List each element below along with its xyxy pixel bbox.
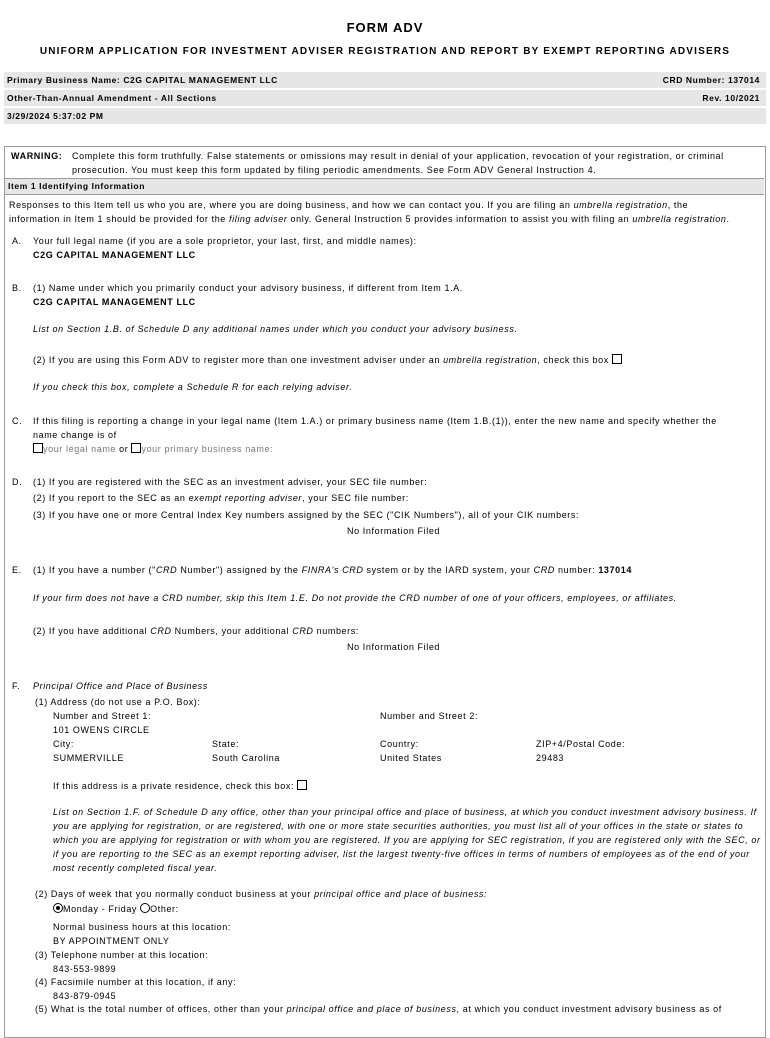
item-1-intro-line-1: Responses to this Item tell us who you are, where you are doing business, and how we can contact you. If you are filing an umbrella registration, the [9,200,689,210]
other-days-label: Other: [150,904,179,914]
state-label: State: [212,739,240,749]
city-label: City: [53,739,74,749]
business-name-change-label: your primary business name: [141,444,274,454]
legal-name-change-checkbox[interactable] [33,443,43,453]
item-1-heading: Item 1 Identifying Information [5,178,764,195]
section-f-q2: (2) Days of week that you normally conduct business at your principal office and place of business: [35,889,488,899]
section-d-q3: (3) If you have one or more Central Index Key numbers assigned by the SEC ("CIK Numbers"), all of your CIK numbers: [33,510,580,520]
section-b-q2: (2) If you are using this Form ADV to register more than one investment adviser under an umbrella registration, check this box [33,354,622,365]
primary-business-name: Primary Business Name: C2G CAPITAL MANAGEMENT LLC [7,75,278,85]
section-f-note-line-5: most recently completed fiscal year. [53,863,218,873]
street1-value: 101 OWENS CIRCLE [53,725,150,735]
warning-label: WARNING: [11,151,63,161]
section-f-note-line-4: if you are reporting to the SEC as an exempt reporting adviser, list the largest twenty-five offices in terms of numbers of employees as of the end of your [53,849,750,859]
section-f-note-line-2: you are applying for registration, or are registered, with one or more state securities authorities, you must list all of your offices in the state or states to [53,821,744,831]
hours-label: Normal business hours at this location: [53,922,231,932]
warning-line-2: prosecution. You must keep this form updated by filing periodic amendments. See Form ADV General Instruction 4. [72,165,597,175]
section-e-note: If your firm does not have a CRD number, skip this Item 1.E. Do not provide the CRD number of one of your officers, employees, or affiliates. [33,593,677,603]
private-residence-checkbox[interactable] [297,780,307,790]
section-f-q5: (5) What is the total number of offices, other than your principal office and place of business, at which you conduct investment advisory business as of [35,1004,722,1014]
other-days-radio[interactable] [140,903,150,913]
section-f-heading: Principal Office and Place of Business [33,681,208,691]
section-d-q1: (1) If you are registered with the SEC as an investment adviser, your SEC file number: [33,477,428,487]
name-change-options: your legal name or your primary business name: [33,443,273,454]
section-a-question: Your full legal name (if you are a sole proprietor, your last, first, and middle names): [33,236,417,246]
additional-crd-no-info: No Information Filed [347,642,441,652]
business-days-options [53,903,179,914]
street1-label: Number and Street 1: [53,711,152,721]
section-b-note-1: List on Section 1.B. of Schedule D any additional names under which you conduct your advisory business. [33,324,518,334]
street2-label: Number and Street 2: [380,711,479,721]
section-e-letter: E. [12,565,22,575]
business-name-change-checkbox[interactable] [131,443,141,453]
section-f-q1: (1) Address (do not use a P.O. Box): [35,697,201,707]
timestamp: 3/29/2024 5:37:02 PM [7,111,104,121]
zip-value: 29483 [536,753,565,763]
section-c-letter: C. [12,416,23,426]
monday-friday-radio[interactable] [53,903,63,913]
header-row-3 [4,108,766,124]
cik-no-info: No Information Filed [347,526,441,536]
zip-label: ZIP+4/Postal Code: [536,739,626,749]
business-name-value: C2G CAPITAL MANAGEMENT LLC [33,297,196,307]
legal-name-value: C2G CAPITAL MANAGEMENT LLC [33,250,196,260]
section-c-line-2: name change is of [33,430,117,440]
crd-value: 137014 [598,565,632,575]
section-e-q2: (2) If you have additional CRD Numbers, your additional CRD numbers: [33,626,359,636]
city-value: SUMMERVILLE [53,753,124,763]
form-revision: Rev. 10/2021 [702,93,760,103]
item-1-intro-line-2: information in Item 1 should be provided for the filing adviser only. General Instruction 5 provides information to assist you with filing an umbrella registration. [9,214,730,224]
umbrella-registration-checkbox[interactable] [612,354,622,364]
section-f-q3: (3) Telephone number at this location: [35,950,209,960]
section-b-q1: (1) Name under which you primarily conduct your advisory business, if different from Item 1.A. [33,283,463,293]
section-b-letter: B. [12,283,22,293]
fax-value: 843-879-0945 [53,991,117,1001]
hours-value: BY APPOINTMENT ONLY [53,936,170,946]
legal-name-change-label: your legal name [43,444,117,454]
section-e-q1: (1) If you have a number ("CRD Number") assigned by the FINRA's CRD system or by the IARD system, your CRD number: 137014 [33,565,632,575]
phone-value: 843-553-9899 [53,964,117,974]
section-c-line-1: If this filing is reporting a change in your legal name (Item 1.A.) or primary business name (Item 1.B.(1)), enter the new name and specify whether the [33,416,717,426]
section-b-note-2: If you check this box, complete a Schedule R for each relying adviser. [33,382,353,392]
private-residence-row: If this address is a private residence, check this box: [53,780,307,791]
section-f-q4: (4) Facsimile number at this location, if any: [35,977,237,987]
country-value: United States [380,753,442,763]
section-d-q2: (2) If you report to the SEC as an exempt reporting adviser, your SEC file number: [33,493,409,503]
section-f-note-line-1: List on Section 1.F. of Schedule D any office, other than your principal office and place of business, at which you conduct investment advisory business. If [53,807,757,817]
header-row-1 [4,72,766,88]
section-a-letter: A. [12,236,22,246]
warning-line-1: Complete this form truthfully. False statements or omissions may result in denial of your application, revocation of your registration, or criminal [72,151,724,161]
monday-friday-label: Monday - Friday [63,904,138,914]
form-subtitle: UNIFORM APPLICATION FOR INVESTMENT ADVISER REGISTRATION AND REPORT BY EXEMPT REPORTING ADVISERS [39,46,731,57]
section-f-note-line-3: which you are applying for registration or with whom you are registered. If you are applying for SEC registration, if you are registered only with the SEC, or [53,835,761,845]
crd-number: CRD Number: 137014 [662,75,760,85]
form-title: FORM ADV [346,20,424,35]
section-f-letter: F. [12,681,21,691]
section-d-letter: D. [12,477,23,487]
header-row-2 [4,90,766,106]
country-label: Country: [380,739,419,749]
amendment-type: Other-Than-Annual Amendment - All Sections [7,93,217,103]
state-value: South Carolina [212,753,280,763]
